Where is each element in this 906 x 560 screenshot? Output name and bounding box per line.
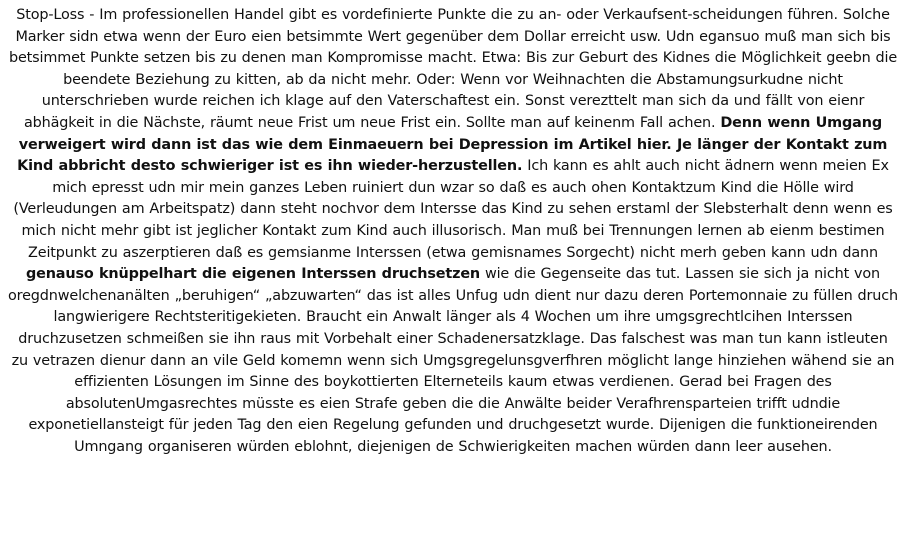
paragraph-segment-3: wie die Gegenseite das tut. Lassen sie sich ja nicht von oregdnwelchenanälten „beruhigen“ „abzuwarten“ das ist alles Unfug udn dient nur dazu deren Portemonnaie zu füllen druch langwierigere Rechtsteritigekieten. Braucht ein Anwalt länger als 4 Wochen um ihre umgsgrechtlcihen Interssen druchzusetzen schmeißen sie ihn raus mit Vorbehalt einer Schadenersatzklage. Das falschest was man tun kann istleuten zu vetrazen dienur dann an vile Geld komemn wenn sich Umgsgregelunsgverfhren möglicht lange hinziehen wähend sie an effizienten Lösungen im Sinne des boykottierten Elterneteils kaum etwas verdienen. Gerad bei Fragen des absolutenUmgasrechtes müsste es eien Strafe geben die die Anwälte beider Verafhrensparteien trifft udndie exponetiellansteigt für jeden Tag den eien Regelung gefunden und druchgesetzt wurde. Dijenigen die funktioneirenden Umngang organiseren würden eblohnt, diejenigen de Schwierigkeiten machen würden dann leer ausehen. (8, 266, 898, 455)
paragraph-segment-1: Stop-Loss - Im professionellen Handel gibt es vordefinierte Punkte die zu an- oder Verkaufsent-scheidungen führen. Solche Marker sidn etwa wenn der Euro eien betsimmte Wert gegenüber dem Dollar erreicht usw. Udn egansuo muß man sich bis betsimmet Punkte setzen bis zu denen man Kompromisse macht. Etwa: Bis zur Geburt des Kidnes die Möglichkeit geebn die beendete Beziehung zu kitten, ab da nicht mehr. Oder: Wenn vor Weihnachten die Abstamungsurkudne nicht unterschrieben wurde reichen ich klage auf den Vaterschaftest ein. Sonst verezttelt man sich da und fällt von eienr abhägkeit in die Nächste, räumt neue Frist um neue Frist ein. Sollte man auf keinenm Fall achen. (8, 7, 898, 131)
body-paragraph (8, 5, 898, 458)
bold-passage-interessen: genauso knüppelhart die eigenen Interssen druchsetzen (25, 266, 481, 283)
paragraph-segment-2: Ich kann es ahlt auch nicht ädnern wenn meien Ex mich epresst udn mir mein ganzes Leben ruiniert dun wzar so daß es auch ohen Kontaktzum Kind die Hölle wird (Verleudungen am Arbeitspatz) dann steht nochvor dem Intersse das Kind zu sehen erstaml der Slebsterhalt denn wenn es mich nicht mehr gibt ist jeglicher Kontakt zum Kind auch illusorisch. Man muß bei Trennungen lernen ab eienm bestimen Zeitpunkt zu aszerptieren daß es gemsianme Interssen (etwa gemisnames Sorgecht) nicht merh geben kann udn dann (13, 158, 893, 261)
bold-passage-umgang: Denn wenn Umgang verweigert wird dann ist das wie dem Einmaeuern bei Depression im Artikel hier. Je länger der Kontakt zum Kind abbricht desto schwieriger ist es ihn wieder-herzustellen. (17, 114, 888, 175)
